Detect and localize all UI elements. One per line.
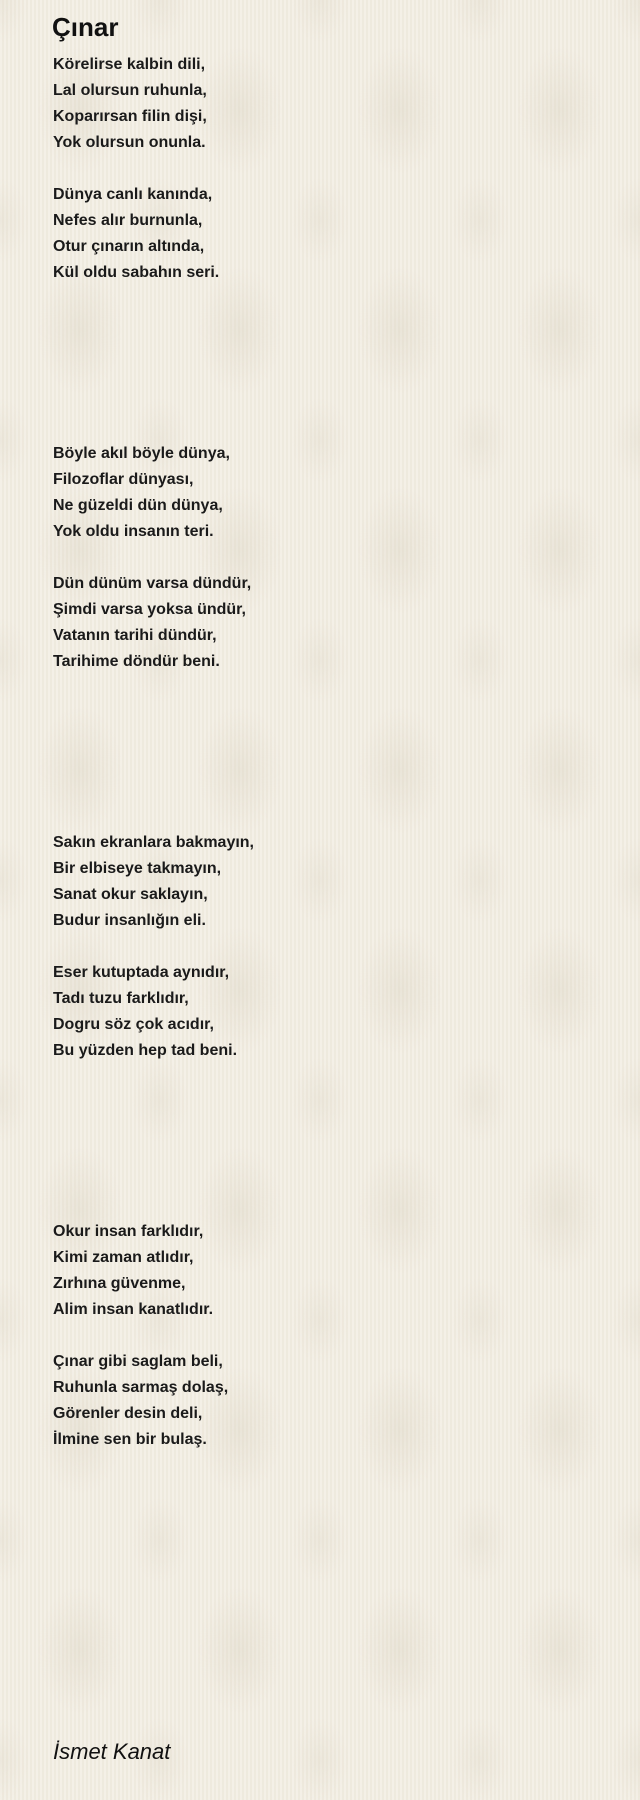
stanza-gap [53, 545, 613, 571]
poet-name: İsmet Kanat [53, 1739, 171, 1764]
section-gap [53, 286, 613, 441]
poem-line: Tadı tuzu farklıdır, [53, 990, 189, 1007]
poem-line: Alim insan kanatlıdır. [53, 1301, 214, 1318]
stanza-gap [53, 1323, 613, 1349]
poem-line: Sanat okur saklayın, [53, 886, 208, 903]
poem-line: Görenler desin deli, [53, 1405, 203, 1422]
poem-line: Körelirse kalbin dili, [53, 56, 206, 73]
poem-line: Vatanın tarihi dündür, [53, 627, 217, 644]
poem-line: Dogru söz çok acıdır, [53, 1016, 214, 1033]
stanza-gap [53, 934, 613, 960]
section-gap [53, 1064, 613, 1219]
poem-line: İlmine sen bir bulaş. [53, 1431, 207, 1448]
poem-line: Yok oldu insanın teri. [53, 523, 214, 540]
stanza [53, 1349, 613, 1453]
poem-line: Yok olursun onunla. [53, 134, 206, 151]
poem-line: Filozoflar dünyası, [53, 471, 194, 488]
stanza [53, 52, 613, 156]
stanza-gap [53, 156, 613, 182]
poem-line: Bir elbiseye takmayın, [53, 860, 222, 877]
poem-line: Lal olursun ruhunla, [53, 82, 207, 99]
poem-line: Otur çınarın altında, [53, 238, 205, 255]
poem-line: Çınar gibi saglam beli, [53, 1353, 223, 1370]
poem-line: Nefes alır burnunla, [53, 212, 203, 229]
poem-line: Koparırsan filin dişi, [53, 108, 207, 125]
poem-line: Sakın ekranlara bakmayın, [53, 834, 254, 851]
poem-line: Zırhına güvenme, [53, 1275, 186, 1292]
stanza [53, 830, 613, 934]
poem-line: Ruhunla sarmaş dolaş, [53, 1379, 229, 1396]
poem-line: Kimi zaman atlıdır, [53, 1249, 194, 1266]
stanza [53, 441, 613, 545]
poem-line: Tarihime döndür beni. [53, 653, 220, 670]
stanza [53, 1219, 613, 1323]
poem-line: Kül oldu sabahın seri. [53, 264, 220, 281]
section-gap [53, 675, 613, 830]
poem-line: Dünya canlı kanında, [53, 186, 213, 203]
poem-line: Bu yüzden hep tad beni. [53, 1042, 238, 1059]
poem-line: Ne güzeldi dün dünya, [53, 497, 223, 514]
stanza [53, 571, 613, 675]
poem-line: Böyle akıl böyle dünya, [53, 445, 230, 462]
poem-line: Eser kutuptada aynıdır, [53, 964, 230, 981]
poem-line: Şimdi varsa yoksa ündür, [53, 601, 246, 618]
poem-line: Okur insan farklıdır, [53, 1223, 204, 1240]
poem-title: Çınar [52, 12, 119, 42]
stanza [53, 182, 613, 286]
poem-body [53, 52, 613, 1453]
stanza [53, 960, 613, 1064]
poem-line: Dün dünüm varsa dündür, [53, 575, 252, 592]
poem-line: Budur insanlığın eli. [53, 912, 206, 929]
